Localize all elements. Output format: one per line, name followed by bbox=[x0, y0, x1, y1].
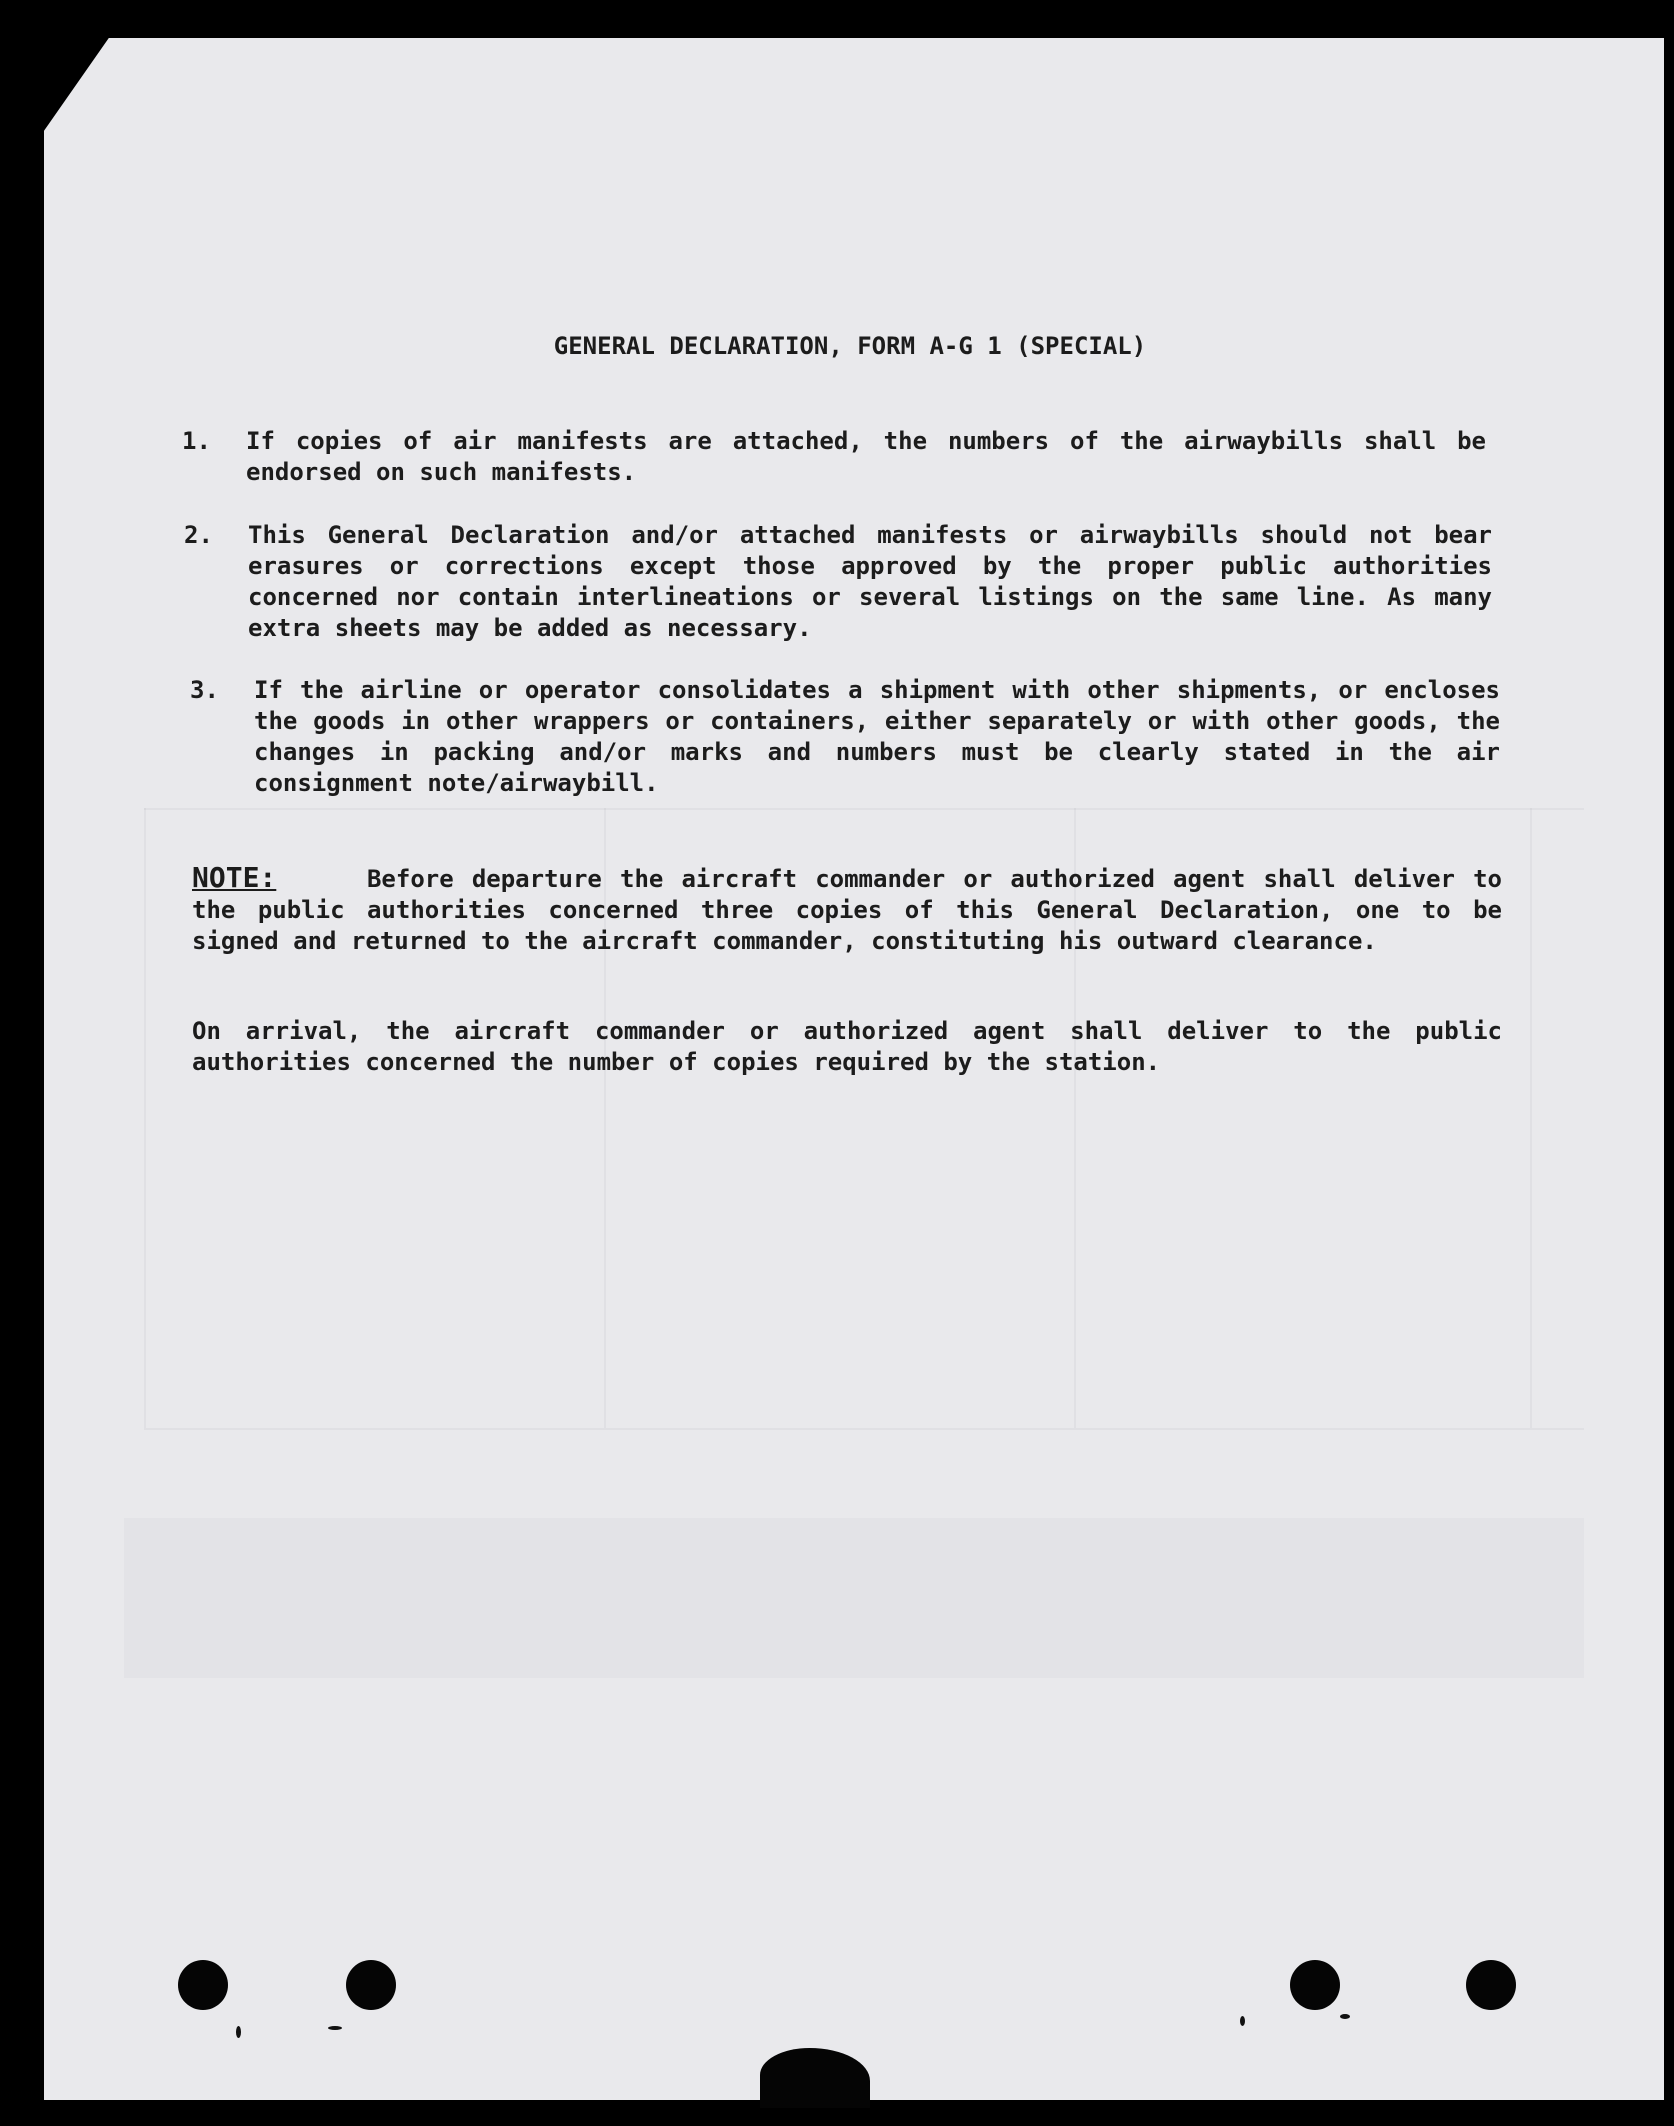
note-paragraph bbox=[192, 862, 1502, 957]
item-number: 1. bbox=[182, 427, 211, 455]
item-text: This General Declaration and/or attached manifests or airwaybills should not bear erasures or corrections except those approved by the proper public authorities concerned nor contain interlineations or several listings on the same line. As many extra sheets may be added as necessary. bbox=[248, 521, 1492, 642]
note-text: Before departure the aircraft commander or authorized agent shall deliver to the public authorities concerned three copies of this General Declaration, one to be signed and returned to the aircraft commander, constituting his outward clearance. bbox=[192, 865, 1502, 955]
list-item bbox=[182, 426, 1492, 490]
list-item bbox=[184, 520, 1494, 646]
punch-hole bbox=[1466, 1960, 1516, 2010]
list-item bbox=[190, 675, 1500, 801]
item-number: 2. bbox=[184, 521, 213, 549]
punch-hole bbox=[346, 1960, 396, 2010]
ink-fleck bbox=[1340, 2014, 1350, 2019]
ink-fleck bbox=[328, 2026, 342, 2030]
punch-hole bbox=[1290, 1960, 1340, 2010]
item-text: If copies of air manifests are attached, the numbers of the airwaybills shall be endorsed on such manifests. bbox=[246, 427, 1486, 486]
item-text: If the airline or operator consolidates a shipment with other shipments, or encloses the goods in other wrappers or containers, either separately or with other goods, the changes in packing and/or marks and numbers must be clearly stated in the air consignment note/airwaybill. bbox=[254, 676, 1500, 797]
arrival-paragraph bbox=[192, 1016, 1502, 1078]
page-title: GENERAL DECLARATION, FORM A-G 1 (SPECIAL) bbox=[553, 332, 1147, 360]
ink-fleck bbox=[1240, 2016, 1245, 2026]
ink-fleck bbox=[236, 2026, 241, 2038]
note-label: NOTE: bbox=[192, 861, 277, 894]
arrival-text: On arrival, the aircraft commander or authorized agent shall deliver to the public authorities concerned the number of copies required by the station. bbox=[192, 1017, 1502, 1076]
punch-hole bbox=[178, 1960, 228, 2010]
item-number: 3. bbox=[190, 676, 219, 704]
